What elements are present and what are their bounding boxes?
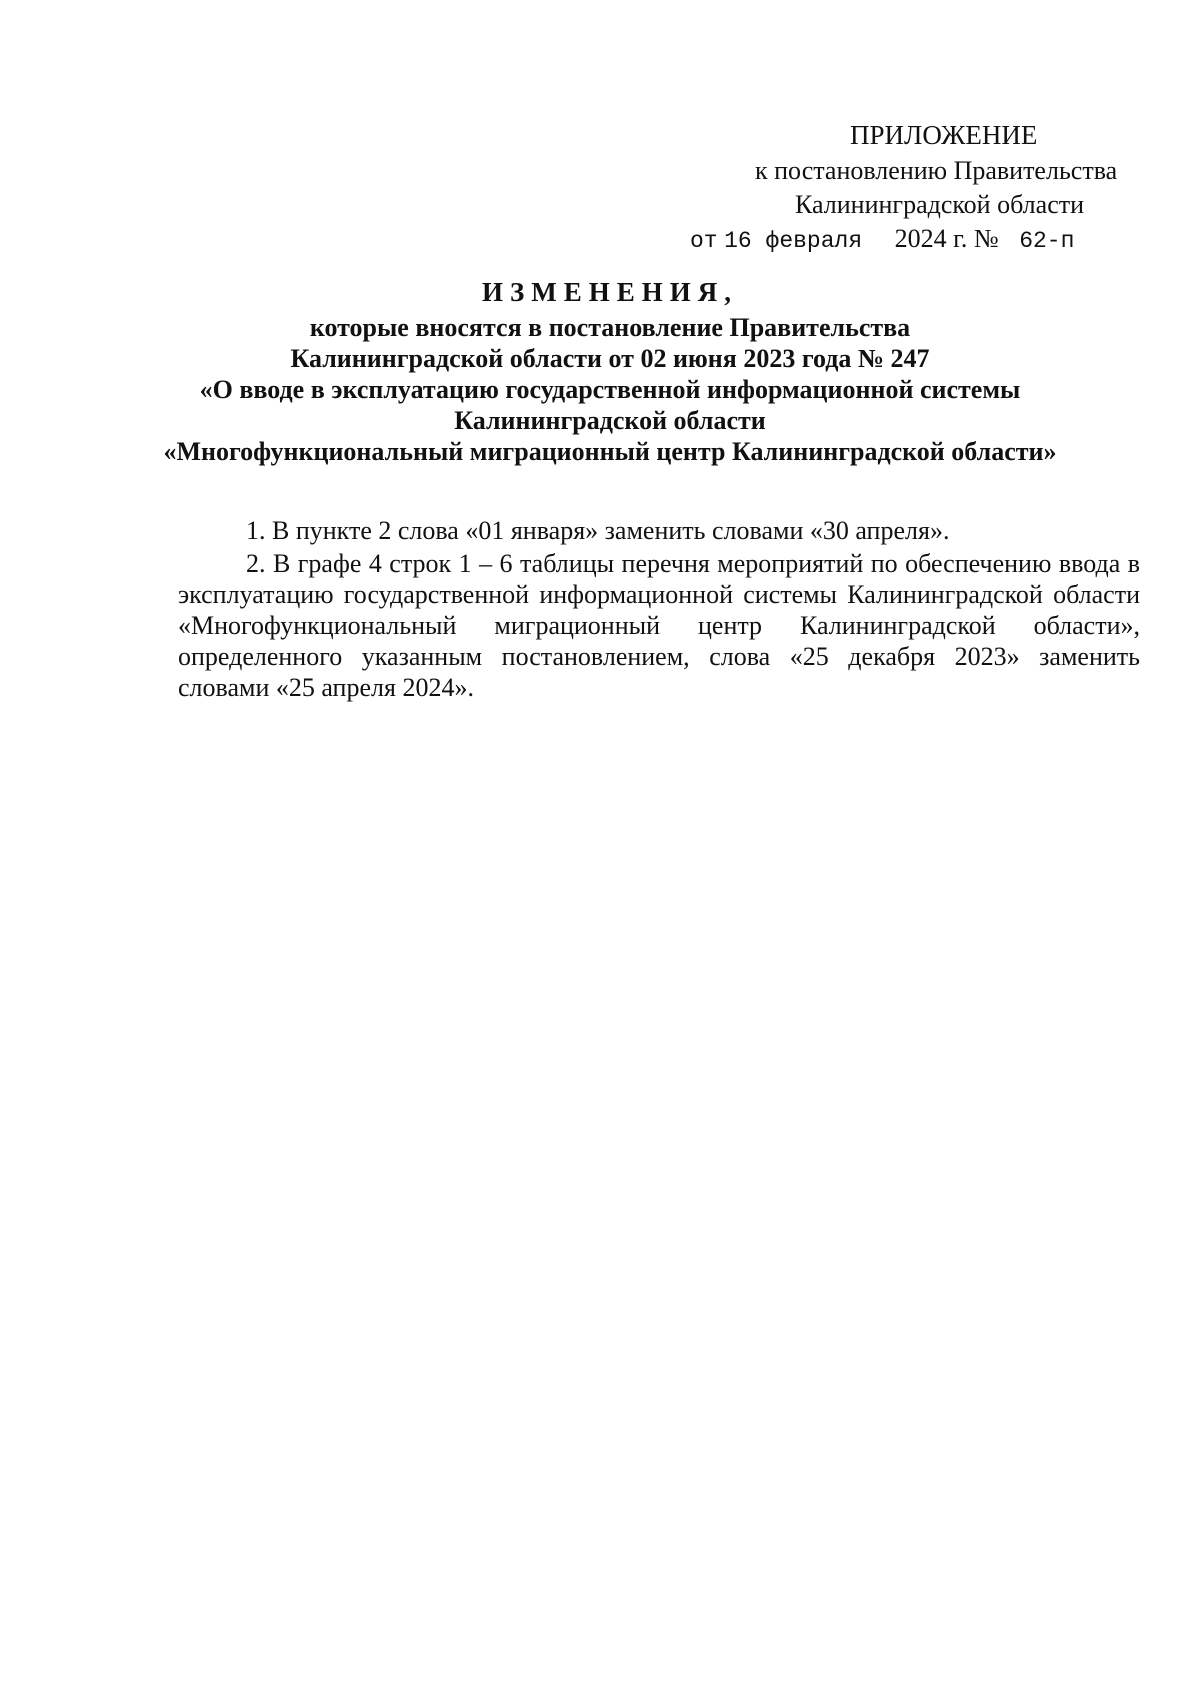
heading-line-3: «О вводе в эксплуатацию государственной информационной системы (199, 375, 1021, 404)
appendix-region-line: Калининградской области (795, 190, 1085, 219)
document-body (178, 515, 1140, 705)
appendix-date-line (690, 222, 1074, 258)
document-heading (150, 277, 1070, 467)
date-value: 16 февраля (724, 228, 863, 254)
heading-title: ИЗМЕНЕНИЯ, (481, 277, 738, 307)
date-year: 2024 г. № (894, 224, 999, 253)
paragraph-1: 1. В пункте 2 слова «01 января» заменить словами «30 апреля». (246, 516, 950, 545)
appendix-title: ПРИЛОЖЕНИЕ (850, 120, 1038, 150)
date-prefix: от (690, 228, 718, 254)
heading-line-4: Калининградской области (454, 406, 766, 435)
paragraph-2: 2. В графе 4 строк 1 – 6 таблицы перечня мероприятий по обеспечению ввода в эксплуатацию государственной информационной системы Калининградской области «Многофункциональный миграционный центр Калининградской области», определенного указанным постановлением, слова «25 декабря 2023» заменить словами «25 апреля 2024». (178, 549, 1140, 702)
document-number: 62-п (1019, 228, 1075, 254)
heading-line-2: Калининградской области от 02 июня 2023 года № 247 (290, 344, 930, 373)
heading-line-1: которые вносятся в постановление Правительства (309, 313, 911, 342)
appendix-reference-line: к постановлению Правительства (755, 156, 1118, 185)
heading-line-5: «Многофункциональный миграционный центр Калининградской области» (163, 437, 1057, 466)
